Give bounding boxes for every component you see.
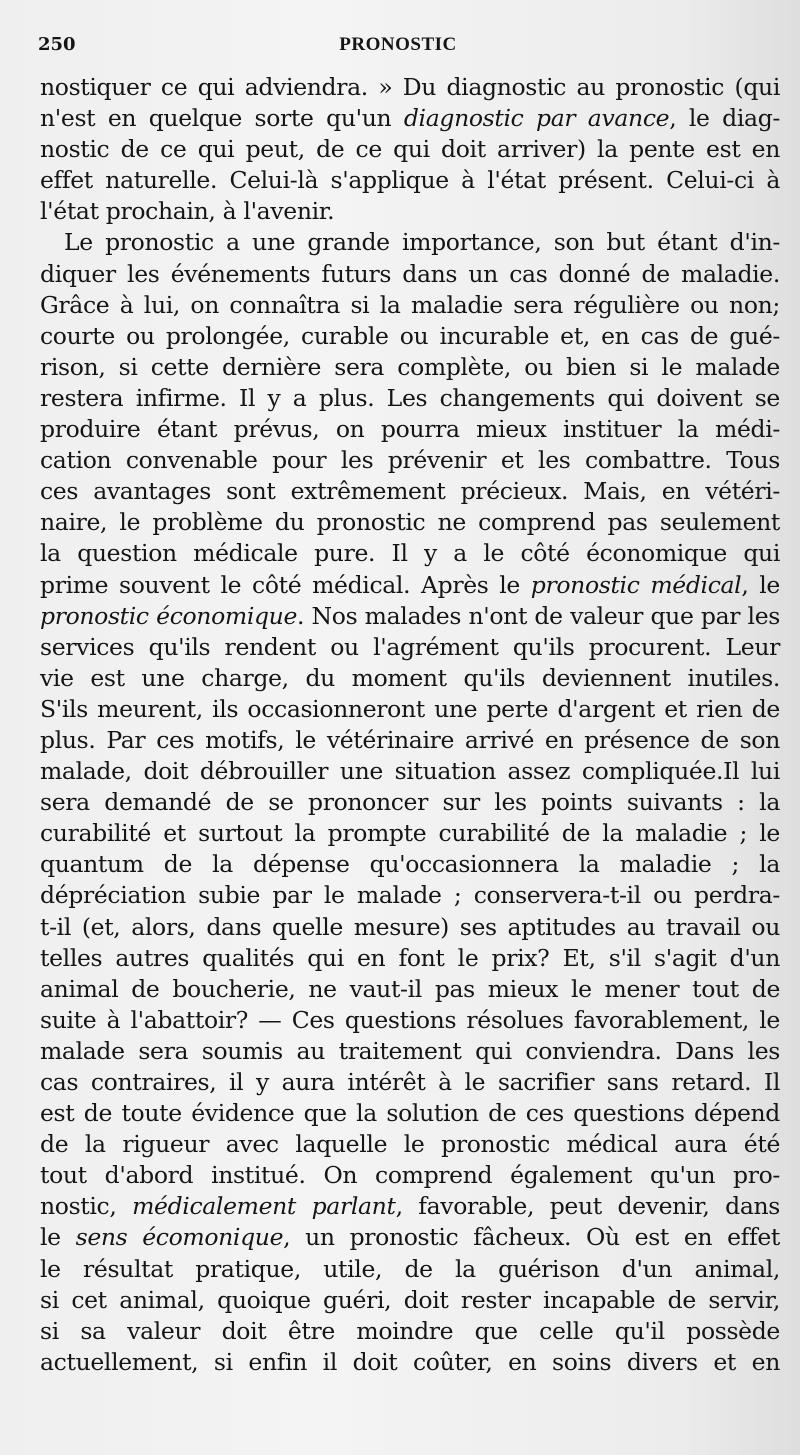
text-segment: , le diag-: [669, 104, 780, 133]
italic-phrase: sens écomonique: [75, 1223, 284, 1252]
text-line: [40, 1005, 780, 1036]
text-line: [40, 476, 780, 507]
text-segment: t-il (et, alors, dans quelle mesure) ses aptitudes au travail ou: [40, 912, 780, 941]
text-line: [40, 1347, 780, 1378]
text-segment: , un pronostic fâcheux. Où est en effet: [283, 1223, 780, 1252]
body-text: [40, 72, 780, 1378]
italic-phrase: pronostic médical: [530, 570, 742, 599]
text-segment: la question médicale pure. Il y a le côté économique qui: [40, 539, 780, 568]
text-line: [40, 1129, 780, 1160]
text-segment: rison, si cette dernière sera complète, ou bien si le malade: [40, 352, 780, 381]
page-number: 250: [38, 34, 76, 55]
text-line: [40, 570, 780, 601]
text-segment: restera infirme. Il y a plus. Les changements qui doivent se: [40, 383, 780, 412]
text-segment: nostic de ce qui peut, de ce qui doit arriver) la pente est en: [40, 135, 780, 164]
text-line: [40, 352, 780, 383]
text-segment: n'est en quelque sorte qu'un: [40, 104, 404, 133]
text-line: [40, 72, 780, 103]
text-line: [40, 632, 780, 663]
text-segment: naire, le problème du pronostic ne comprend pas seulement: [40, 508, 780, 537]
text-line: [40, 694, 780, 725]
text-segment: S'ils meurent, ils occasionneront une perte d'argent et rien de: [40, 694, 780, 723]
text-segment: . Nos malades n'ont de valeur que par les: [297, 601, 780, 630]
text-segment: vie est une charge, du moment qu'ils deviennent inutiles.: [40, 663, 780, 692]
text-line: [40, 321, 780, 352]
text-line: [40, 196, 780, 227]
text-line: [40, 1067, 780, 1098]
text-segment: est de toute évidence que la solution de ces questions dépend: [40, 1099, 780, 1128]
text-segment: le résultat pratique, utile, de la guérison d'un animal,: [40, 1254, 780, 1283]
text-segment: , favorable, peut devenir, dans: [395, 1192, 780, 1221]
text-segment: actuellement, si enfin il doit coûter, en soins divers et en: [40, 1347, 780, 1376]
text-line: [40, 290, 780, 321]
text-line: [40, 445, 780, 476]
text-segment: ces avantages sont extrêmement précieux. Mais, en vétéri-: [40, 477, 780, 506]
text-segment: Grâce à lui, on connaîtra si la maladie sera régulière ou non;: [40, 290, 780, 319]
text-segment: si sa valeur doit être moindre que celle qu'il possède: [40, 1316, 780, 1345]
running-title: PRONOSTIC: [339, 34, 457, 55]
text-segment: sera demandé de se prononcer sur les points suivants : la: [40, 788, 780, 817]
text-line: [40, 414, 780, 445]
text-line: [40, 538, 780, 569]
text-line: [40, 165, 780, 196]
text-line: [40, 818, 780, 849]
text-line: [40, 383, 780, 414]
text-line: [40, 974, 780, 1005]
text-segment: produire étant prévus, on pourra mieux instituer la médi-: [40, 415, 780, 444]
text-segment: dépréciation subie par le malade ; conservera-t-il ou perdra-: [40, 881, 780, 910]
text-line: [40, 1254, 780, 1285]
text-line: [40, 912, 780, 943]
text-line: [40, 1036, 780, 1067]
text-line: [40, 134, 780, 165]
text-line: [40, 663, 780, 694]
text-segment: services qu'ils rendent ou l'agrément qu'ils procurent. Leur: [40, 632, 780, 661]
text-line: [40, 1191, 780, 1222]
text-segment: tout d'abord institué. On comprend également qu'un pro-: [40, 1161, 780, 1190]
text-line: [40, 103, 780, 134]
text-line: [40, 849, 780, 880]
text-segment: quantum de la dépense qu'occasionnera la maladie ; la: [40, 850, 780, 879]
text-segment: de la rigueur avec laquelle le pronostic médical aura été: [40, 1130, 780, 1159]
text-segment: Le pronostic a une grande importance, son but étant d'in-: [64, 228, 780, 257]
text-line: [40, 601, 780, 632]
text-segment: si cet animal, quoique guéri, doit rester incapable de servir,: [40, 1285, 780, 1314]
text-line: [40, 756, 780, 787]
text-segment: nostic,: [40, 1192, 133, 1221]
text-line: [40, 1160, 780, 1191]
text-segment: cas contraires, il y aura intérêt à le sacrifier sans retard. Il: [40, 1068, 780, 1096]
text-line: [40, 259, 780, 290]
text-line: [40, 227, 780, 258]
text-line: [40, 880, 780, 911]
text-line: [40, 1222, 780, 1253]
text-segment: l'état prochain, à l'avenir.: [40, 197, 335, 226]
italic-phrase: diagnostic par avance: [403, 104, 670, 133]
italic-phrase: pronostic économique: [40, 601, 298, 630]
text-segment: effet naturelle. Celui-là s'applique à l'état présent. Celui-ci à: [40, 166, 780, 195]
text-segment: cation convenable pour les prévenir et les combattre. Tous: [40, 446, 780, 475]
text-line: [40, 1098, 780, 1129]
text-segment: animal de boucherie, ne vaut-il pas mieux le mener tout de: [40, 974, 780, 1003]
text-segment: nostiquer ce qui adviendra. » Du diagnostic au pronostic (qui: [40, 73, 780, 101]
text-segment: courte ou prolongée, curable ou incurable et, en cas de gué-: [40, 321, 780, 350]
text-segment: suite à l'abattoir? — Ces questions résolues favorablement, le: [40, 1005, 780, 1034]
text-segment: telles autres qualités qui en font le prix? Et, s'il s'agit d'un: [40, 943, 780, 972]
text-segment: plus. Par ces motifs, le vétérinaire arrivé en présence de son: [40, 725, 780, 754]
text-segment: le: [40, 1223, 76, 1252]
text-line: [40, 1316, 780, 1347]
text-line: [40, 507, 780, 538]
text-line: [40, 943, 780, 974]
page-header: [38, 34, 758, 60]
text-segment: curabilité et surtout la prompte curabilité de la maladie ; le: [40, 819, 780, 848]
text-line: [40, 787, 780, 818]
text-segment: malade, doit débrouiller une situation assez compliquée.Il lui: [40, 757, 780, 786]
text-segment: prime souvent le côté médical. Après le: [40, 570, 531, 599]
text-segment: , le: [741, 570, 780, 599]
italic-phrase: médicalement parlant: [132, 1192, 396, 1221]
text-line: [40, 725, 780, 756]
text-line: [40, 1285, 780, 1316]
text-segment: malade sera soumis au traitement qui conviendra. Dans les: [40, 1036, 780, 1065]
text-segment: diquer les événements futurs dans un cas donné de maladie.: [40, 259, 780, 288]
